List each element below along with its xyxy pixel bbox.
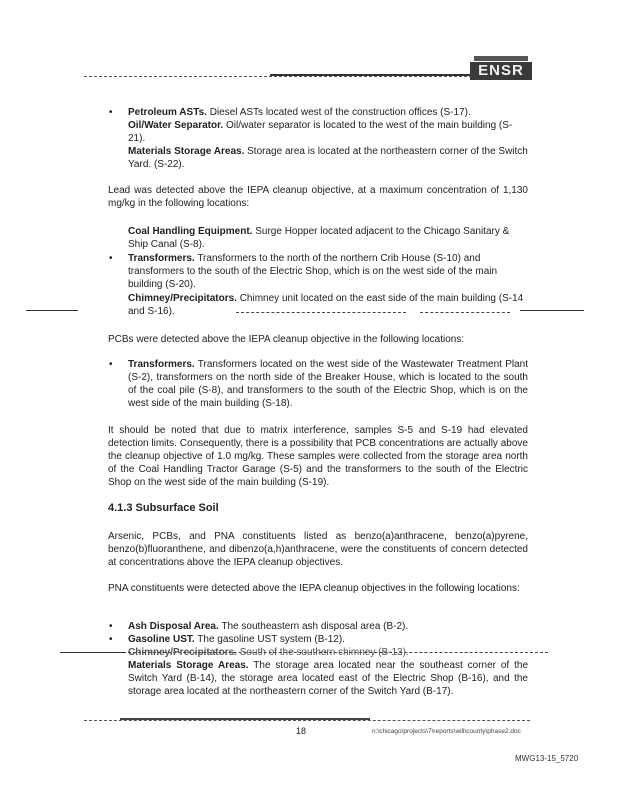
revision-line bbox=[420, 312, 510, 313]
bullet-marker: • bbox=[109, 253, 113, 264]
item-term: Materials Storage Areas. bbox=[128, 660, 249, 671]
revision-line bbox=[60, 652, 126, 653]
item-term: Chimney/Precipitators. bbox=[128, 293, 237, 304]
page-number: 18 bbox=[296, 726, 307, 736]
paragraph: PNA constituents were detected above the IEPA cleanup objectives in the following locations: bbox=[108, 583, 520, 594]
bullet-marker: • bbox=[109, 621, 113, 632]
list-item bbox=[128, 659, 528, 698]
list-item bbox=[128, 225, 528, 251]
item-text: Storage area is located at the northeastern corner of the Switch Yard. (S-22). bbox=[128, 146, 528, 170]
bullet-marker: • bbox=[109, 634, 113, 645]
item-text: Transformers to the north of the northern Crib House (S-10) and transformers to the south of the Electric Shop, which is on the west side of the main building (S-20). bbox=[128, 253, 498, 290]
paragraph: Lead was detected above the IEPA cleanup objective, at a maximum concentration of 1,130 mg/kg in the following locations: bbox=[108, 185, 528, 209]
item-text: Oil/water separator is located to the west of the main building (S-21). bbox=[128, 120, 513, 144]
logo-text: ENSR bbox=[470, 62, 532, 80]
item-term: Transformers. bbox=[128, 253, 195, 264]
item-term: Coal Handling Equipment. bbox=[128, 226, 253, 237]
revision-line bbox=[26, 310, 78, 311]
paragraph: Arsenic, PCBs, and PNA constituents listed as benzo(a)anthracene, benzo(a)pyrene, benzo(b)fluoranthene, and dibenzo(a,h)anthracene, were the constituents of concern detected at concentrations above the IEPA cleanup objectives. bbox=[108, 531, 528, 568]
item-term: Oil/Water Separator. bbox=[128, 120, 224, 131]
item-text: The gasoline UST system (B-12). bbox=[197, 634, 345, 645]
item-text: Chimney unit located on the east side of the main building (S-14 and S-16). bbox=[128, 293, 524, 317]
item-text: South of the southern chimney (B-13). bbox=[239, 647, 409, 658]
list-item bbox=[128, 106, 528, 145]
item-term: Ash Disposal Area. bbox=[128, 621, 219, 632]
footer-rule bbox=[84, 720, 530, 721]
bullet-marker: • bbox=[109, 107, 113, 118]
item-term: Gasoline UST. bbox=[128, 634, 195, 645]
header-rule-bold bbox=[270, 74, 470, 76]
section-heading: 4.1.3 Subsurface Soil bbox=[108, 502, 219, 514]
paragraph: PCBs were detected above the IEPA cleanup objective in the following locations: bbox=[108, 334, 465, 345]
item-text: Transformers located on the west side of the Wastewater Treatment Plant (S-2), transformers on the north side of the Breaker House, which is located to the south of the coal pile (S-8), and transformers to the south of the Electric Shop, which is on the west side of the main building (S-18). bbox=[128, 359, 528, 409]
list-item bbox=[128, 620, 528, 633]
logo-cap bbox=[474, 56, 528, 61]
revision-line bbox=[128, 652, 548, 653]
bullet-marker: • bbox=[109, 359, 113, 370]
item-text: Surge Hopper located adjacent to the Chicago Sanitary & Ship Canal (S-8). bbox=[128, 226, 510, 250]
item-text: Diesel ASTs located west of the construction offices (S-17). bbox=[209, 107, 471, 118]
item-term: Transformers. bbox=[128, 359, 195, 370]
list-item bbox=[128, 292, 528, 318]
header-rule bbox=[84, 76, 472, 77]
revision-line bbox=[520, 310, 584, 311]
paragraph: It should be noted that due to matrix interference, samples S-5 and S-19 had elevated detection limits. Consequently, there is a possibility that PCB concentrations are actually above the cleanup objective of 1.0 mg/kg. These samples were collected from the storage area north of the Coal Handling Tractor Garage (S-5) and the transformers to the south of the Electric Shop on the west side of the main building (S-19). bbox=[108, 425, 528, 488]
document-code: MWG13-15_5720 bbox=[515, 754, 579, 763]
list-item bbox=[128, 145, 528, 171]
item-term: Petroleum ASTs. bbox=[128, 107, 207, 118]
list-item bbox=[128, 252, 528, 291]
item-term: Chimney/Precipitators. bbox=[128, 647, 237, 658]
item-term: Materials Storage Areas. bbox=[128, 146, 245, 157]
revision-line bbox=[236, 312, 406, 313]
item-text: The southeastern ash disposal area (B-2). bbox=[221, 621, 409, 632]
footer-rule-bold bbox=[120, 718, 370, 720]
item-text: The storage area located near the southeast corner of the Switch Yard (B-14), the storage area located east of the Electric Shop (B-16), and the storage area located at the northeastern corner of the Switch Yard (B-17). bbox=[128, 660, 528, 697]
file-path: n:\chicago\projects\7\reports\will\county\phase2.doc bbox=[372, 728, 521, 735]
list-item bbox=[128, 633, 528, 646]
company-logo bbox=[470, 56, 532, 80]
list-item bbox=[128, 358, 528, 410]
